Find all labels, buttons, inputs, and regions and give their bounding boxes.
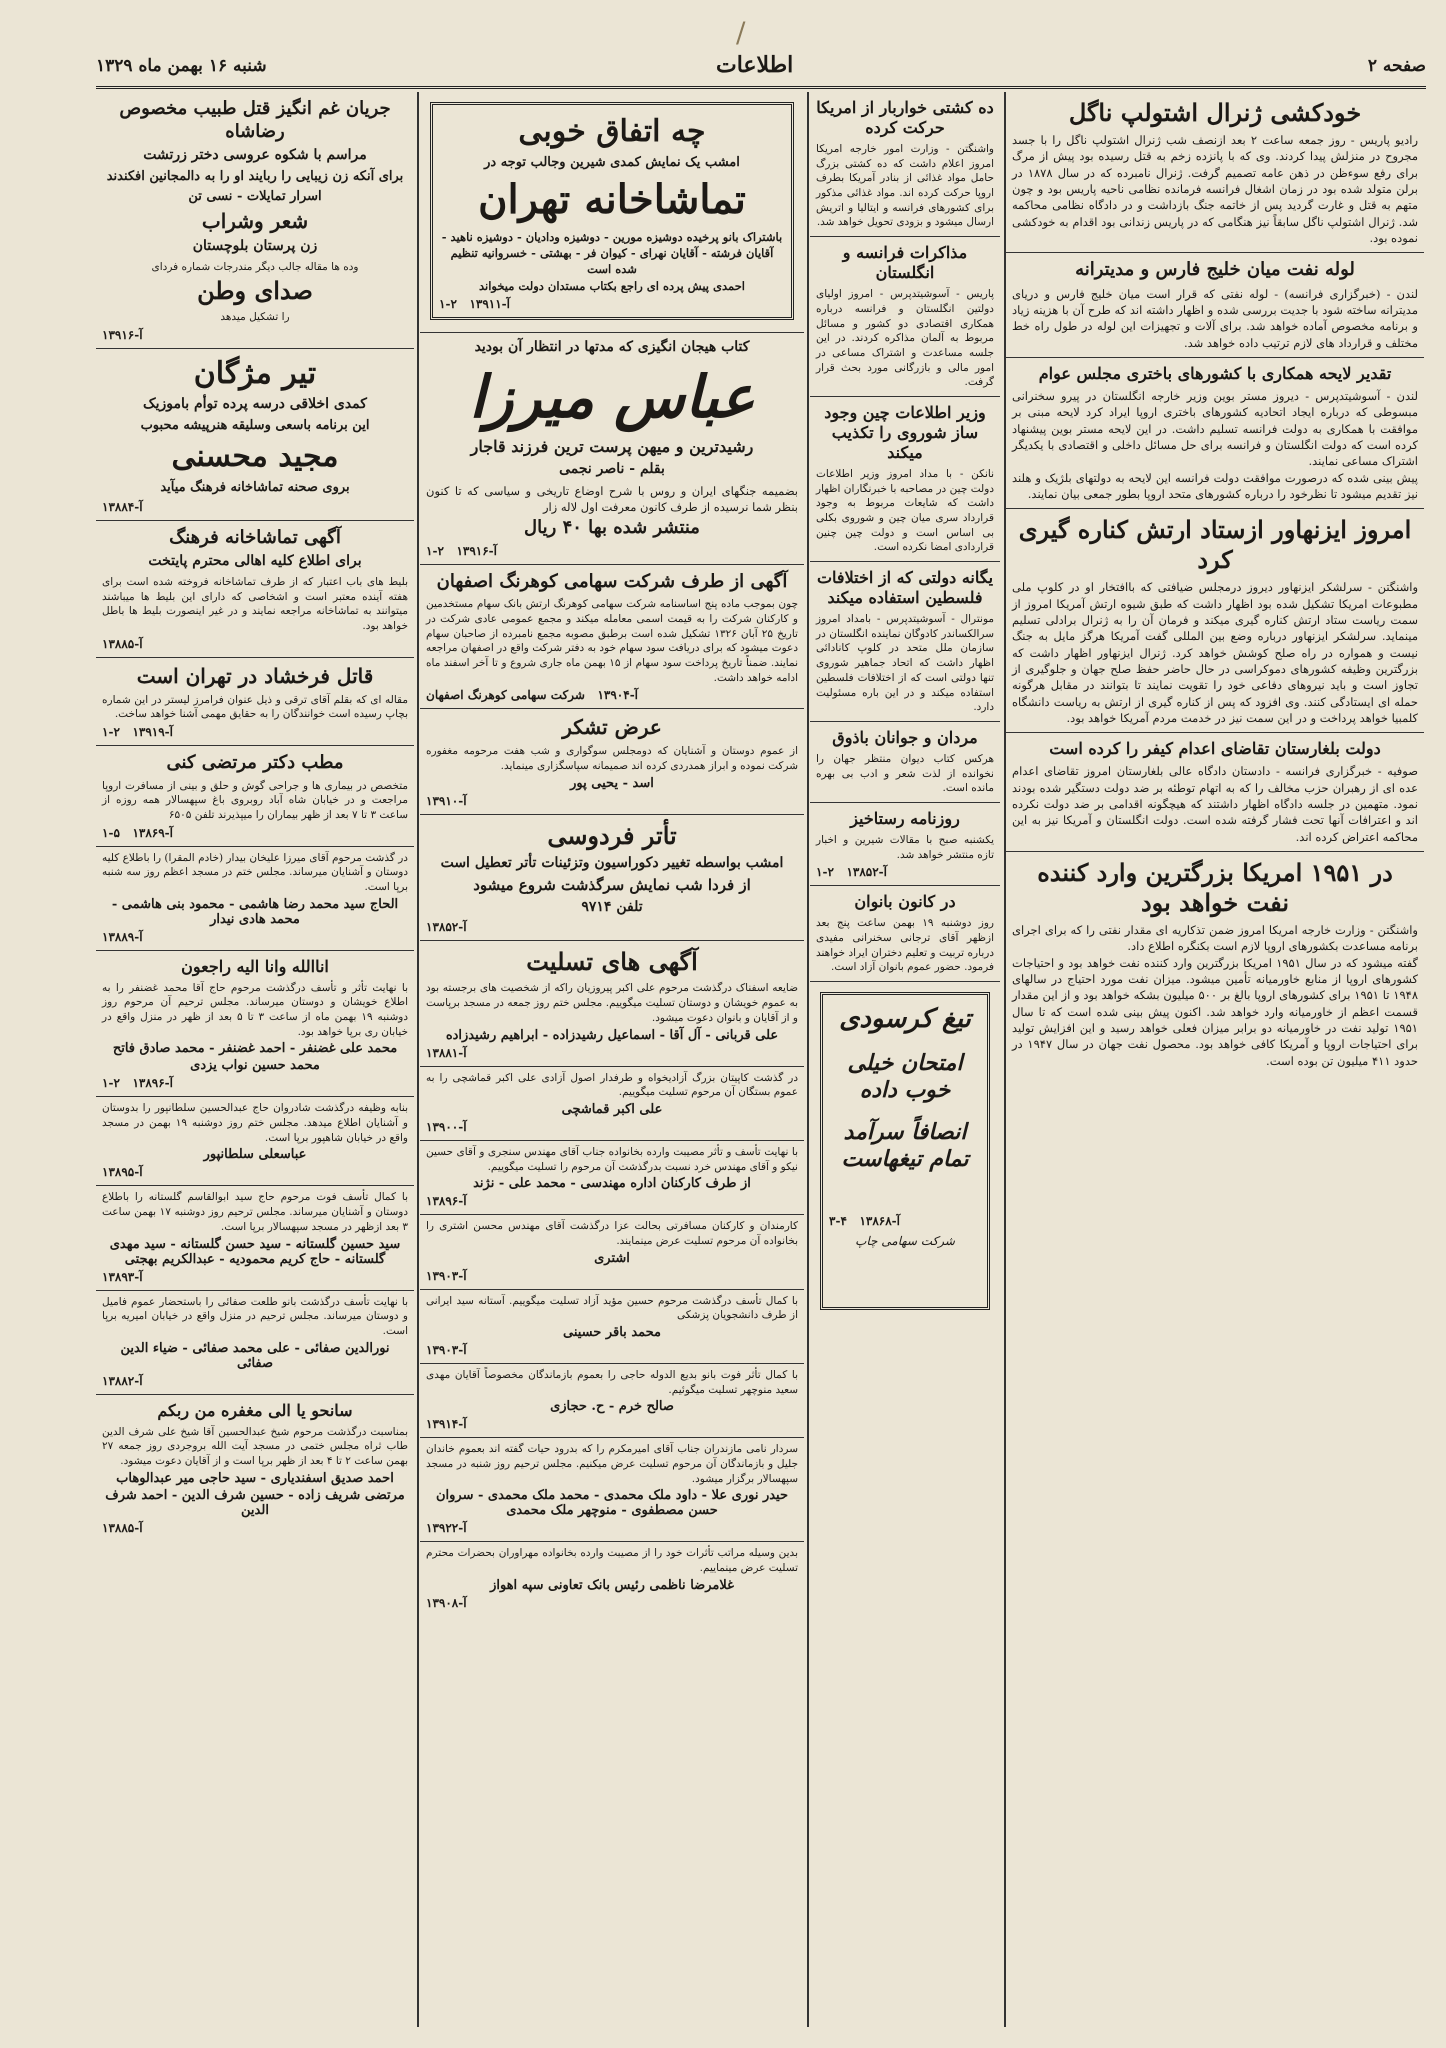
ad-body: از عموم دوستان و آشنایان که دومجلس سوگواری و شب هفت مرحومه مغفوره شرکت نموده و ابراز همدردی کرده اند صمیمانه سپاسگزاری مینماید. — [426, 745, 798, 773]
article — [810, 237, 1000, 397]
signature: اسد - یحیی پور — [570, 775, 654, 791]
ad-body: بدین وسیله مراتب تأثرات خود را از مصیبت وارده بخانواده مهراوران بحضرات محترم تسلیت عرض مینماییم. — [426, 1547, 798, 1575]
ad-code: آ-۱۳۸۶۸ ۴-۳ — [829, 1213, 900, 1228]
condolence-notice — [420, 1290, 804, 1364]
article-body: صوفیه - خبرگزاری فرانسه - دادستان دادگاه عالی بلغارستان امروز تقاضای اعدام عده ای از رهبران حزب مخالف را که به اتهام توطئه بر ضد دولت دستگیر شده بودند نمود. متهمین در جلسه دادگاه اظهار داشتند که هیچگونه اقدامی بر ضد دولت نکرده اند و اعترافات آنها تحت فشار گرفته شده است. دولت انگلستان و آمریکا نیز به این محاکمه اعتراض کرده اند. — [1012, 764, 1418, 844]
razor-ad-box — [820, 992, 990, 1310]
article — [810, 722, 1000, 803]
book-title: عباس میرزا — [469, 362, 755, 431]
ad-body: بضمیمه جنگهای ایران و روس با شرح اوضاع تاریخی و سیاسی که تا کنون بنظر شما نرسیده از طرف کانون معرفت اول لاله زار — [426, 483, 798, 514]
condolence-notice — [420, 1141, 804, 1215]
ad-body: با کمال تأسف فوت مرحوم حاج سید ابوالقاسم گلستانه را باطلاع دوستان و آشنایان میرساند. مجلس ترحیم روز دوشنبه ۱۷ بهمن ساعت ۳ بعد ازظهر در مسجد سپهسالار برپا است. — [102, 1191, 409, 1233]
ad-code: آ-۱۳۹۰۳ — [426, 1343, 467, 1358]
thanks-notice — [420, 709, 804, 814]
ad-code: آ-۱۳۹۱۰ — [426, 793, 467, 808]
signature: علی قربانی - آل آقا - اسماعیل رشیدزاده - ابراهیم رشیدزاده — [445, 1027, 779, 1043]
theatre-notice — [96, 521, 414, 658]
headline: مذاکرات فرانسه و انگلستان — [842, 243, 968, 283]
article — [810, 803, 1000, 886]
ad-body: در گذشت مرحوم آقای میرزا علیخان بیدار (خادم المقرا) را باطلاع کلیه دوستان و آشنایان میرساند. مجلس ختم در مسجد اعظم روز سه شنبه برپا است. — [102, 851, 408, 893]
ad-code: آ-۱۳۹۰۴ شرکت سهامی کوهرنگ اصفهان — [426, 688, 639, 703]
headline: مطب دکتر مرتضی کنی — [166, 752, 344, 773]
cast-list: باشتراک بانو پرخیده دوشیزه مورین - دوشیزه ودادیان - دوشیزه ناهید - آقایان فرشته - آقایان نهرای - کیوان فر - بهشتی - خسروانیه تنظیم شده است — [441, 229, 783, 277]
razor-ad — [810, 982, 1000, 1322]
clinic-ad — [96, 746, 414, 847]
headline: تیر مژگان — [193, 355, 317, 391]
condolence-notice — [420, 1542, 804, 1615]
headline: وزیر اطلاعات چین وجود ساز شوروی را تکذیب میکند — [824, 402, 986, 462]
article-body: مونترال - آسوشیتدپرس - بامداد امروز سرالکساندر کادوگان نماینده انگلستان در سازمان ملل متحد در کلوپ کانادائی اظهار داشت که اتحاد جماهیر شوروی تنها دولتی است که از اختلافات فلسطین استفاده میکند و در این باره مسئولیت دارد. — [816, 613, 994, 714]
ad-code: آ-۱۳۹۱۹ ۲-۱ — [102, 725, 173, 739]
article — [810, 886, 1000, 982]
condolence-notice — [420, 1364, 804, 1438]
headline: جریان غم انگیز قتل طبیب مخصوص رضاشاه — [119, 98, 391, 142]
ad-line: تیغ کرسودی — [839, 1004, 971, 1035]
ad-code: آ-۱۳۹۱۶ — [102, 327, 143, 342]
ad-subtitle: زن پرستان بلوچستان — [192, 238, 318, 254]
signature: صالح خرم - ح. حجازی — [550, 1399, 674, 1415]
headline: قاتل فرخشاد در تهران است — [136, 663, 374, 688]
article-body: نانکن - با مداد امروز وزیر اطلاعات دولت چین در مصاحبه با خبرنگاران اظهار داشت که شایعات مربوط به وجود قرارداد سری میان چین و شوروی بکلی بی اساس است و دولت چین چنین قراردادی امضا نکرده است. — [816, 467, 994, 554]
ad-note: را تشکیل میدهد — [220, 311, 290, 324]
column-right — [1006, 92, 1424, 2027]
ad-line: انصافاً سرآمد تمام تیغهاست — [841, 1118, 969, 1173]
article-body: لندن - (خبرگزاری فرانسه) - لوله نفتی که قرار است میان خلیج فارس و دریای مدیترانه ساخته شود با جدیت بررسی شده و اظهار داشته اند که طرح آن با هزینه زیاد و برنامه مخصوص آماده خواهد شد. برای آلات و تجهیزات این لوله در طول راه خط مختلف و قرارداد های لازم ترتیب داده خواهد شد. — [1012, 286, 1418, 350]
ad-code: آ-۱۳۸۹۵ — [102, 1165, 143, 1180]
ad-code: آ-۱۳۹۲۲ — [426, 1521, 467, 1536]
column-center-right — [810, 92, 1000, 2027]
signature: عباسعلی سلطانپور — [203, 1147, 307, 1163]
article — [1006, 733, 1424, 852]
headline: چه اتفاق خوبی — [518, 114, 706, 149]
article — [1006, 92, 1424, 253]
condolence-notice — [96, 951, 414, 1098]
issue-date: شنبه ۱۶ بهمن ماه ۱۳۲۹ — [96, 56, 267, 76]
ad-code: آ-۱۳۸۸۱ — [426, 1045, 467, 1060]
masthead — [96, 52, 1426, 89]
article-body: روز دوشنبه ۱۹ بهمن ساعت پنج بعد ازظهر آقای ترجانی سخنرانی مفیدی درباره تربیت و تعلیم دختران ایراد خواهند فرمود. حضور عموم بانوان آزاد است. — [816, 917, 994, 974]
condolence-section — [420, 941, 804, 1066]
ad-body: سردار نامی مازندران جناب آقای امیرمکرم را که بدرود حیات گفته اند بعموم خاندان جلیل و بازماندگان آن مرحوم تسلیت عرض میکنیم. مجلس ترحیم روز شنبه در مسجد سپهسالار برگزار میشود. — [426, 1443, 798, 1485]
article-body: رادیو پاریس - روز جمعه ساعت ۲ بعد ازنصف شب ژنرال اشتولپ ناگل را با جسد مجروح در منزلش پیدا کردند. وی که با پانزده زخم به قتل رسیده بود پیش از مرگ برای رفع سوءظن در ذهن عامه تصمیم گرفت. ژنرال نامبرده که در سال ۱۸۷۸ در برلن متولد شده بود در زمان اشغال فرانسه فرمانده نظامی ناحیه پاریس بود و چون متهم به قتل و غارت گردید پس از خاتمه جنگ بازداشت و در دادگاه نظامی محاکمه شد. ژنرال اشتولپ ناگل سابقاً نیز هنگامی که در پاریس زندانی بود اقدام به خودکشی نموده بود. — [1012, 133, 1418, 245]
signature: از طرف کارکنان اداره مهندسی - محمد علی - نژند — [473, 1176, 751, 1192]
ad-body: اسرار تمایلات - نسی تن — [188, 188, 322, 204]
headline: یگانه دولتی که از اختلافات فلسطین استفاده میکند — [816, 568, 994, 608]
ad-code: آ-۱۳۸۶۹ ۵-۱ — [102, 825, 173, 840]
headline: روزنامه رستاخیز — [850, 808, 960, 828]
ad-body: این برنامه باسعی وسلیقه هنرپیشه محبوب — [140, 417, 370, 433]
ad-body: ضایعه اسفناک درگذشت مرحوم علی اکبر پیروزیان راکه از شخصیت های برجسته بود به عموم خویشان و دوستان تسلیت میگوییم. مجلس ختم روز جمعه در مسجد برپاست و از آقایان و بانوان دعوت میشود. — [426, 982, 798, 1024]
ad-body: بمناسبت درگذشت مرحوم شیخ عبدالحسین آقا شیخ علی شرف الدین طاب ثراه مجلس ختمی در مسجد آیت الله بروجردی روز جمعه ۲۷ بهمن ساعت ۲ تا ۴ بعد از ظهر برپا است و از آقایان دعوت میشود. — [102, 1425, 408, 1467]
ad-subtitle: امشب یک نمایش کمدی شیرین وجالب توجه در — [484, 154, 740, 170]
company-notice — [420, 565, 804, 710]
headline: آگهی از طرف شرکت سهامی کوهرنگ اصفهان — [436, 570, 788, 592]
ad-line: امتحان خیلی خوب داده — [847, 1049, 963, 1104]
headline: شعر وشراب — [201, 209, 309, 233]
article-body: واشنگتن - وزارت خارجه امریکا امروز ضمن تذکاریه ای مقدار نفتی را که برای اجرای برنامه مساعدت بکشورهای اروپا لازم است بکنگره اطلاع داد. — [1012, 923, 1418, 954]
ad-body: کارمندان و کارکنان مسافرتی بحالت عزا درگذشت آقای مهندس محسن اشتری را بخانواده آن مرحوم تسلیت عرض مینمایند. — [426, 1220, 798, 1247]
article — [810, 92, 1000, 237]
ad-subtitle: مراسم با شکوه عروسی دختر زرتشت — [143, 147, 367, 163]
ad-body: متخصص در بیماری ها و جراحی گوش و حلق و بینی از مسافرت اروپا مراجعت و در خیابان شاه آباد روبروی باغ سپهسالار همه روزه از ساعت ۳ تا ۷ بعد از ظهر بیماران را میپذیرند تلفن ۶۵۰۵ — [102, 779, 408, 821]
article — [1006, 358, 1424, 509]
ink-mark: / — [736, 16, 746, 49]
book-price: منتشر شده بها ۴۰ ریال — [524, 517, 700, 539]
article-body: پیش بینی شده که درصورت موافقت دولت فرانسه این لایحه به دولتهای بلژیک و هلند نیز تقدیم میشود تا نظرخود را درباره کشورهای متحد اروپا بطور جمعی بیان نمایند. — [1012, 470, 1418, 502]
signature: محمد باقر حسینی — [562, 1325, 662, 1341]
book-author: بقلم - ناصر نجمی — [559, 461, 665, 478]
article — [810, 562, 1000, 722]
ad-body: از فردا شب نمایش سرگذشت شروع میشود — [473, 876, 751, 895]
article — [1006, 253, 1424, 358]
ad-code: آ-۱۳۹۱۴ — [426, 1417, 467, 1432]
ad-subtitle: برای اطلاع کلیه اهالی محترم پایتخت — [148, 553, 362, 570]
article-body: واشنگتن - سرلشکر ایزنهاور دیروز درمجلس ضیافتی که باافتخار او در کلوپ ملی مطبوعات امریکا تشکیل شده بود اظهار داشت که طبق شیوه ارتش آمریکا امروز از سمت ریاست ستاد ارتش کناره گیری میکند و فرمان آن را به ژنرال برادلی تسلیم مینماید. سرلشکر ایزنهاور درباره وضع بین المللی گفت آمریکا هرگز مایل به جنگ نیست و همواره در راه صلح کوشش خواهد کرد. ژنرال ایزنهاور اظهار داشت که بزرگترین وظیفه کشورهای دموکراسی در حال حاضر حفظ صلح جهان و جلوگیری از تجاوز است و باید نیروهای دفاعی خود را تقویت نمایند تا بتوانند در مقابل هرگونه حمله ای ایستادگی کنند. وی افزود که پس از کناره گیری از ارتش به ریاست دانشگاه کلمبیا خواهد پرداخت و در این سمت نیز در خدمت مردم آمریکا خواهد بود. — [1012, 580, 1418, 726]
magazine-ad — [96, 92, 414, 349]
ad-body: وده ها مقاله جالب دیگر مندرجات شماره فردای — [151, 260, 359, 273]
headline: عرض تشکر — [562, 715, 662, 740]
book-ad — [420, 333, 804, 565]
ad-code: آ-۱۳۸۸۴ — [102, 499, 143, 514]
ad-code: آ-۱۳۹۰۰ — [426, 1119, 467, 1134]
ad-code: آ-۱۳۸۸۲ — [102, 1373, 143, 1388]
headline: ده کشتی خواربار از امریکا حرکت کرده — [816, 98, 994, 137]
paper-name: صدای وطن — [197, 276, 313, 306]
headline: آگهی تماشاخانه فرهنگ — [169, 526, 341, 548]
newspaper-name: اطلاعات — [716, 52, 794, 78]
ad-body: با کمال تأسف درگذشت مرحوم حسین مؤید آزاد تسلیت میگوییم. آستانه سید ایرانی از طرف دانشجویان پزشکی — [426, 1294, 798, 1322]
signature: اشتری — [594, 1250, 630, 1266]
headline: امروز ایزنهاور ازستاد ارتش کناره گیری کرد — [1018, 515, 1412, 575]
ad-intro: کتاب هیجان انگیزی که مدتها در انتظار آن بودید — [474, 339, 750, 356]
article-body: لندن - آسوشیتدپرس - دیروز مستر بوین وزیر خارجه انگلستان در پیرو سخنرانی مبسوطی که درباره ایجاد اتحادیه کشورهای باختری اروپا ایراد کرد لایحه مبنی بر موافقت با همکاری به دولت فرانسه تسلیم داشت. در این لایحه مستر بوین پیشنهاد کرده است که دولت انگلستان و فرانسه برای حل مسائل داخلی و اقتصادی با یکدیگر اشتراک مساعی نمایند. — [1012, 389, 1418, 469]
column-rule — [417, 92, 419, 2027]
ad-body: با نهایت تأسف درگذشت بانو طلعت صفائی را باستحضار عموم فامیل و دوستان میرساند. مجلس ترحیم در منزل واقع در خیابان امیریه برپا است. — [102, 1295, 408, 1337]
signature: مرتضی شریف زاده - حسین شرف الدین - احمد شرف الدین — [105, 1487, 405, 1518]
ad-subtitle: کمدی اخلاقی درسه پرده توأم باموزیک — [143, 396, 367, 413]
headline: در ۱۹۵۱ امریکا بزرگترین وارد کننده نفت خواهد بود — [1037, 858, 1393, 917]
phone-number: تلفن ۹۷۱۴ — [581, 898, 643, 915]
signature: نورالدین صفائی - علی محمد صفائی - ضیاء الدین صفائی — [120, 1340, 390, 1371]
ad-body: بلیط های باب اعتبار که از طرف تماشاخانه فروخته شده است برای هفته آینده معتبر است و اشخاصی که دارای این بلیط ها میباشند میتوانند به تماشاخانه مراجعه نمایند و در غیر اینصورت بلیط ها باطل خواهد بود. — [102, 575, 408, 632]
column-center-left — [420, 92, 804, 2027]
condolence-notice — [96, 1395, 414, 1541]
article-body: هرکس کتاب دیوان منتظر جهان را نخوانده از لذت شعر و ادب بی بهره مانده است. — [816, 752, 994, 795]
headline: تقدیر لایحه همکاری با کشورهای باختری مجلس عوام — [1038, 364, 1392, 384]
condolence-notice — [420, 1438, 804, 1542]
ad-code: آ-۱۳۸۹۶ — [426, 1194, 467, 1209]
signature: علی اکبر قماشچی — [561, 1101, 663, 1117]
signature: غلامرضا ناظمی رئیس بانک تعاونی سپه اهواز — [490, 1577, 734, 1593]
headline: لوله نفت میان خلیج فارس و مدیترانه — [1075, 259, 1355, 281]
condolence-notice — [96, 1291, 414, 1395]
theatre-ad-box — [430, 102, 794, 320]
ad-code: آ-۱۳۹۱۱ ۲-۱ — [439, 297, 510, 312]
ad-body: در گذشت کاپیتان بزرگ آزادیخواه و طرفدار اصول آزادی علی اکبر قماشچی را به عموم بستگان آن مرحوم تسلیت میگوییم. — [426, 1071, 798, 1099]
headline: سانحو یا الی مغفره من ربکم — [157, 1400, 353, 1420]
article — [1006, 509, 1424, 733]
play-ad — [96, 349, 414, 521]
condolence-notice — [420, 1215, 804, 1289]
section-title: آگهی های تسلیت — [526, 947, 698, 977]
article-body: یکشنبه صبح با مقالات شیرین و اخبار تازه منتشر خواهد شد. — [816, 833, 994, 861]
article-body: واشنگتن - وزارت امور خارجه امریکا امروز اعلام داشت که ده کشتی بزرگ حامل مواد غذائی از بنادر آمریکا بطرف اروپا حرکت کرده اند. مواد غذائی مذکور برای کشورهای فرانسه و ایتالیا و اتریش ارسال میشود و بزودی تحویل خواهد شد. — [816, 143, 994, 229]
ad-code: آ-۱۳۹۱۶ ۲-۱ — [426, 543, 497, 558]
headline: در کانون بانوان — [854, 892, 956, 912]
ad-code: آ-۱۳۸۹۳ — [102, 1269, 143, 1284]
signature: سید حسین گلستانه - سید حسن گلستانه - سید مهدی گلستانه - حاج کریم محمودیه - عبدالکریم بهجتی — [109, 1236, 401, 1267]
headline: اناالله وانا الیه راجعون — [181, 956, 329, 976]
article — [810, 397, 1000, 562]
article — [96, 658, 414, 746]
signature: الحاج سید محمد رضا هاشمی - محمود بنی هاشمی - محمد هادی نیدار — [111, 896, 399, 927]
ad-company: شرکت سهامی چاپ — [855, 1233, 955, 1248]
ad-code: آ-۱۳۸۸۹ — [102, 929, 143, 944]
ad-body: بنابه وظیفه درگذشت شادروان حاج عبدالحسین سلطانپور را بدوستان و آشنایان اطلاع میدهد. مجلس ختم روز دوشنبه ۱۹ بهمن در مسجد واقع در خیابان شاهپور برپا است. — [102, 1102, 408, 1144]
ad-body: با نهایت تأثر و تأسف درگذشت مرحوم حاج آقا محمد غضنفر را به اطلاع خویشان و دوستان میرساند. مجلس ترحیم آن مرحوم روز دوشنبه ۱۹ بهمن ماه از ساعت ۳ تا ۵ بعد از ظهر در منزل واقع در خیابان ری برپا خواهد بود. — [102, 981, 408, 1038]
ad-body: با کمال تأثر فوت بانو بدیع الدوله حاجی را بعموم بازماندگان مخصوصاً آقایان مهدی سعید منوچهر تسلیت میگوئیم. — [426, 1369, 798, 1396]
ad-body: با نهایت تأسف و تأثر مصیبت وارده بخانواده جناب آقای مهندس سنجری و آقای حسین نیکو و آقای مهندس خرد نسبت بدرگذشت آن مرحوم را تسلیت میگوییم. — [426, 1145, 798, 1173]
ad-body: امشب بواسطه تغییر دکوراسیون وتزئینات تأتر تعطیل است — [440, 854, 784, 871]
condolence-notice — [96, 1186, 414, 1290]
article — [1006, 852, 1424, 1075]
theatre-notice — [420, 815, 804, 942]
column-rule — [807, 92, 809, 2027]
theatre-ad — [420, 92, 804, 333]
ad-body: چون بموجب ماده پنج اساسنامه شرکت سهامی کوهرنگ ارتش بانک سهام مستخدمین و کارکنان شرکت را به قیمت اسمی معامله میکند و مجمع عمومی عادی شرکت در تاریخ ۲۵ آبان ۱۳۲۶ تشکیل شده است برطبق مصوبه مجمع نامبرده از صاحبان سهام دعوت میشود که برای دریافت سود سهام خود به دفتر شرکت واقع در اصفهان مراجعه نمایند. ضمناً تاریخ پرداخت سود سهام از ۱۵ بهمن ماه جاری شروع و تا آخر اسفند ماه ادامه خواهد داشت. — [426, 598, 798, 684]
article-body: گفته میشود که در سال ۱۹۵۱ امریکا بزرگترین وارد کننده نفت خواهد بود و احتیاجات کشورهای اروپا از منابع خاورمیانه تأمین میشود. میزان نفت مورد احتیاج در سالهای ۱۹۴۸ تا ۱۹۵۱ برای کشورهای اروپا بالغ بر ۵۰۰ میلیون بشکه خواهد بود و از این مقدار قسمت اعظم از خاورمیانه وارد خواهد شد. اکنون پیش بینی شده است که تا سال ۱۹۵۱ تولید نفت در خاورمیانه دو برابر میزان فعلی خواهد رسید و این افزایش تولید برای احتیاجات اروپا و آمریکا کافی خواهد بود. محصول نفت جهان در سال ۱۹۴۷ در حدود ۴۱۱ میلیون تن بوده است. — [1012, 955, 1419, 1068]
signature: محمد حسین نواب یزدی — [190, 1058, 320, 1074]
page-number: صفحه ۲ — [1367, 56, 1426, 76]
ad-body: برای آنکه زن زیبایی را ربایند او را به دالمجانین افکندند — [106, 168, 404, 184]
ad-code: آ-۱۳۸۵۲ — [426, 920, 467, 935]
actor-name: مجید محسنی — [171, 439, 339, 475]
signature: محمد علی غضنفر - احمد غضنفر - محمد صادق فاتح — [112, 1041, 398, 1057]
column-left — [96, 92, 414, 2027]
ad-code: آ-۱۳۸۹۶ ۲-۱ — [102, 1076, 173, 1091]
ad-code: آ-۱۳۹۰۸ — [426, 1595, 467, 1610]
ad-code: آ-۱۳۸۵۲ ۲-۱ — [816, 865, 887, 880]
headline: دولت بلغارستان تقاضای اعدام کیفر را کرده است — [1049, 739, 1381, 759]
ad-note: احمدی پیش پرده ای راجع بکتاب مستدان دولت میخواند — [478, 278, 746, 293]
condolence-notice — [420, 1067, 804, 1141]
article-body: پاریس - آسوشیتدپرس - امروز اولیای دولتین انگلستان و فرانسه درباره همکاری اقتصادی دو کشور و مسائل مربوط به آلمان مذاکره کردند. در این جلسه مساعدت و اشتراک مساعی در امور مالی و بازرگانی مورد بحث قرار گرفت. — [816, 288, 994, 389]
condolence-notice — [96, 847, 414, 951]
venue-name: تماشاخانه تهران — [478, 175, 746, 223]
ad-code: آ-۱۳۸۸۵ — [102, 1520, 143, 1535]
ad-code: آ-۱۳۹۰۳ — [426, 1268, 467, 1283]
headline: تأتر فردوسی — [547, 820, 677, 850]
signature: حیدر نوری علا - داود ملک محمدی - محمد ملک محمدی - سروان حسن مصطفوی - منوچهر ملک محمدی — [435, 1488, 789, 1519]
book-subtitle: رشیدترین و میهن پرست ترین فرزند قاجار — [470, 437, 754, 457]
ad-code: آ-۱۳۸۸۵ — [102, 636, 143, 651]
ad-note: بروی صحنه تماشاخانه فرهنگ میآید — [160, 479, 350, 495]
condolence-notice — [96, 1097, 414, 1186]
signature: احمد صدیق اسفندیاری - سید حاجی میر عبدالوهاب — [116, 1470, 394, 1486]
headline: مردان و جوانان باذوق — [832, 727, 978, 747]
article-body: مقاله ای که بقلم آقای ترقی و ذیل عنوان فرامرز لیستر در این شماره بچاپ رسیده است خوانندگان را به حقایق مهمی آشنا خواهد ساخت. — [102, 693, 408, 721]
headline: خودکشی ژنرال اشتولپ ناگل — [1068, 98, 1362, 127]
